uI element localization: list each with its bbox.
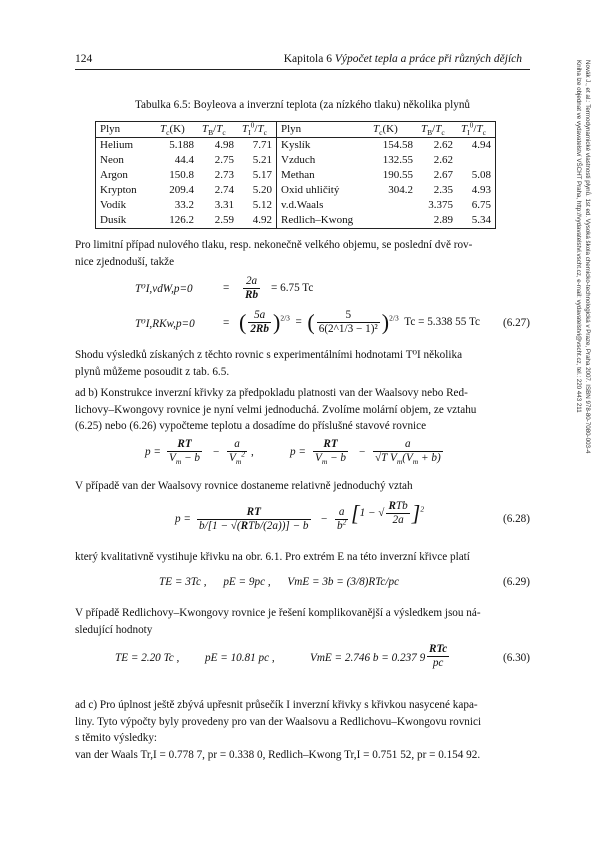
chapter-title: Výpočet tepla a práce při různých dějích <box>334 53 522 65</box>
paragraph-ad-c <box>75 697 530 763</box>
table-cell: 154.58 <box>382 139 413 151</box>
table-cell: 2.89 <box>417 213 457 229</box>
text-line: V případě Redlichovy–Kwongovy rovnice je řešení komplikovanější a výsledkem jsou ná- <box>75 607 481 619</box>
header-cell: Plyn <box>96 122 157 138</box>
eq-lhs: T⁰I,RKw,p=0 <box>135 318 195 330</box>
text-line: sledující hodnoty <box>75 623 153 636</box>
text-line: V případě van der Waalsovy rovnice dostaneme relativně jednoduchý vztah <box>75 480 413 492</box>
table-cell: 132.55 <box>382 154 413 166</box>
table-cell: 4.93 <box>457 183 496 198</box>
table-cell: 7.71 <box>238 138 277 154</box>
equation-number: (6.30) <box>502 652 530 664</box>
table-cell: 5.188 <box>169 139 194 151</box>
equation-number: (6.27) <box>502 317 530 329</box>
header-rule <box>75 69 530 70</box>
eq-denominator: Rb <box>245 289 259 301</box>
table-cell: 2.35 <box>433 184 453 196</box>
table-cell: v.d.Waals <box>281 199 324 211</box>
header-cell: $T_I^0/T_c$ <box>238 122 277 138</box>
page-number: 124 <box>75 53 93 65</box>
side-note-line-2: Kniha lze objednat ve vydavatelství VŠCHT Praha, http://vydavatelstvi.vscht.cz, e-mail: vydavatelstvi@vscht.cz, tel.: 220 443 211 <box>575 60 582 413</box>
table-row <box>96 183 496 198</box>
header-cell: $T_B/T_c$ <box>198 122 238 138</box>
text-line: lichovy–Kwongovy rovnice je nyní velmi jednoduchá. Zvolíme molární objem, ze vztahu <box>75 403 477 416</box>
table-row <box>96 138 496 154</box>
header-cell: $T_I^0/T_c$ <box>457 122 496 138</box>
text-line: který kvalitativně vystihuje křivku na obr. 6.1. Pro extrém E na této inverzní křivce platí <box>75 551 470 563</box>
text-line: nice zjednoduší, takže <box>75 255 175 268</box>
eq-fraction: $\frac{5a}{2Rb}$ <box>250 309 269 335</box>
table-cell: Methan <box>281 169 315 181</box>
paragraph-comparison <box>75 347 530 380</box>
text-line: (6.25) nebo (6.26) vypočteme teplotu a dosadíme do příslušné stavové rovnice <box>75 420 427 432</box>
chapter-label: Kapitola 6 <box>283 53 332 65</box>
running-header <box>284 53 522 65</box>
table-cell: 5.20 <box>238 183 277 198</box>
eq-fraction: $\frac{5}{\text{6(2\textasciicircum{}1/3 − 1)²}}$ <box>318 309 378 335</box>
eq-equals: = <box>223 282 230 294</box>
table-cell: 33.2 <box>174 199 194 211</box>
header-cell: $T_c(K)$ <box>369 122 417 138</box>
paragraph-ad-b <box>75 385 530 435</box>
eq-rhs: Tc = 5.338 55 Tc <box>404 316 480 329</box>
table-row <box>96 213 496 229</box>
eq-fraction <box>243 275 260 302</box>
table-cell: 3.31 <box>214 199 234 211</box>
table-cell: 304.2 <box>388 184 413 196</box>
table-cell: Vodík <box>96 198 157 213</box>
paragraph-extreme <box>75 549 530 566</box>
table-cell: 2.62 <box>433 139 453 151</box>
table-cell: 4.92 <box>238 213 277 229</box>
paragraph-limit <box>75 237 530 270</box>
table-row <box>96 198 496 213</box>
table-row <box>96 168 496 183</box>
text-line: Pro limitní případ nulového tlaku, resp. nekonečně velkého objemu, se poslední dvě rov- <box>75 239 473 251</box>
table-row <box>96 153 496 168</box>
table-caption: Tabulka 6.5: Boyleova a inverzní teplota (za nízkého tlaku) několika plynů <box>134 99 471 111</box>
table-header-row <box>96 122 496 138</box>
text-line: liny. Tyto výpočty byly provedeny pro van der Waalsovu a Redlichovu–Kwongovu rovnici <box>75 715 482 728</box>
table-cell: 2.67 <box>433 169 453 181</box>
table-cell: Dusík <box>96 213 157 229</box>
table-cell: 2.73 <box>214 169 234 181</box>
eq-equals: = <box>223 317 230 329</box>
header-cell: $T_c(K)$ <box>156 122 198 138</box>
table-cell: Oxid uhličitý <box>281 184 340 196</box>
table-cell: 2.75 <box>214 154 234 166</box>
eq-numerator: 2a <box>243 275 260 289</box>
table-cell: Redlich–Kwong <box>277 213 370 229</box>
table-cell: 44.4 <box>174 154 194 166</box>
header-cell: $T_B/T_c$ <box>417 122 457 138</box>
eq-rhs: = 6.75 Tc <box>271 282 314 294</box>
header-cell: Plyn <box>277 122 370 138</box>
table-cell: Kyslík <box>281 139 311 151</box>
table-cell: 150.8 <box>169 169 194 181</box>
table-cell: 6.75 <box>457 198 496 213</box>
table-cell: 5.34 <box>457 213 496 229</box>
equation-6-30: TE = 2.20 Tc , pE = 10.81 pc , VmE = 2.746 b = 0.237 9 RTc pc (6.30) <box>115 643 530 669</box>
text-line: plynů můžeme posoudit z tab. 6.5. <box>75 365 230 378</box>
eq-paren-group: ( $\frac{5a}{2Rb}$ )$^{2/3}$ = ( $\frac{5}{\text{6(2\textasciicircum{}1/3 − 1)²}}$ )$^{2/3}$ Tc = 5.338 55 Tc <box>239 309 480 335</box>
table-cell: 209.4 <box>169 184 194 196</box>
table-cell <box>369 213 417 229</box>
paragraph-vdw <box>75 478 530 495</box>
eq-lhs: T⁰I,vdW,p=0 <box>135 283 193 295</box>
side-note-line-1: Novák J., et al.: Termodynamické vlastnosti plynů. 1st ed. Vysoká škola chemicko-technologická v Praze, Praha 2007. ISBN 978-80-7080-003-4 <box>584 60 591 454</box>
table-cell: Vzduch <box>281 154 316 166</box>
table-cell: Argon <box>96 168 157 183</box>
equation-number: (6.29) <box>502 576 530 588</box>
table-cell: Helium <box>96 138 157 154</box>
table-cell: 4.94 <box>457 138 496 154</box>
table-cell: 4.98 <box>214 139 234 151</box>
equation-vdw-limit <box>75 275 530 303</box>
table-cell: 190.55 <box>382 169 413 181</box>
table-cell: 2.74 <box>214 184 234 196</box>
table-cell: 2.59 <box>198 213 238 229</box>
table-cell: 126.2 <box>156 213 198 229</box>
equation-number: (6.28) <box>502 513 530 525</box>
text-line: s těmito výsledky: <box>75 732 158 744</box>
paragraph-rk <box>75 605 530 638</box>
eq-body: TE = 3Tc , pE = 9pc , VmE = 3b = (3/8)RTc/pc <box>159 576 400 588</box>
table-cell: 2.62 <box>433 154 453 166</box>
results-line: van der Waals Tr,I = 0.778 7, pr = 0.338 0, Redlich–Kwong Tr,I = 0.751 52, pr = 0.154 92. <box>75 748 481 761</box>
equation-rk-limit <box>75 306 530 342</box>
table-cell <box>369 198 417 213</box>
gas-table <box>95 121 496 229</box>
table-cell: 5.17 <box>238 168 277 183</box>
side-note <box>564 60 592 620</box>
table-cell: 5.08 <box>457 168 496 183</box>
equation-6-28: p = RT b/[1 − √(RTb/(2a))] − b − $\frac{a}{b^2}$ [1 − √ $\frac{\text{RTb}}{2a}$ ]$^2$ (6.28) <box>175 500 530 532</box>
table-cell <box>457 153 496 168</box>
text-line: ad c) Pro úplnost ještě zbývá upřesnit průsečík I inverzní křivky s křivkou nasycené kapa- <box>75 699 478 711</box>
table-cell: 5.12 <box>238 198 277 213</box>
text-line: ad b) Konstrukce inverzní křivky za předpokladu platnosti van der Waalsovy nebo Red- <box>75 387 468 399</box>
equation-6-29 <box>75 574 530 594</box>
text-line: Shodu výsledků získaných z těchto rovnic s experimentálními hodnotami T⁰I několika <box>75 349 463 361</box>
table-cell: Neon <box>96 153 157 168</box>
table-cell: 3.375 <box>428 199 453 211</box>
table-cell: Krypton <box>96 183 157 198</box>
equation-state-pair: p = $\frac{RT}{V_m - b}$ − $\frac{a}{V_m^2}$ , p = $\frac{RT}{V_m - b}$ − $\frac{a}{√T V_m(V_m + b)}$ <box>145 438 441 467</box>
table-cell: 5.21 <box>238 153 277 168</box>
